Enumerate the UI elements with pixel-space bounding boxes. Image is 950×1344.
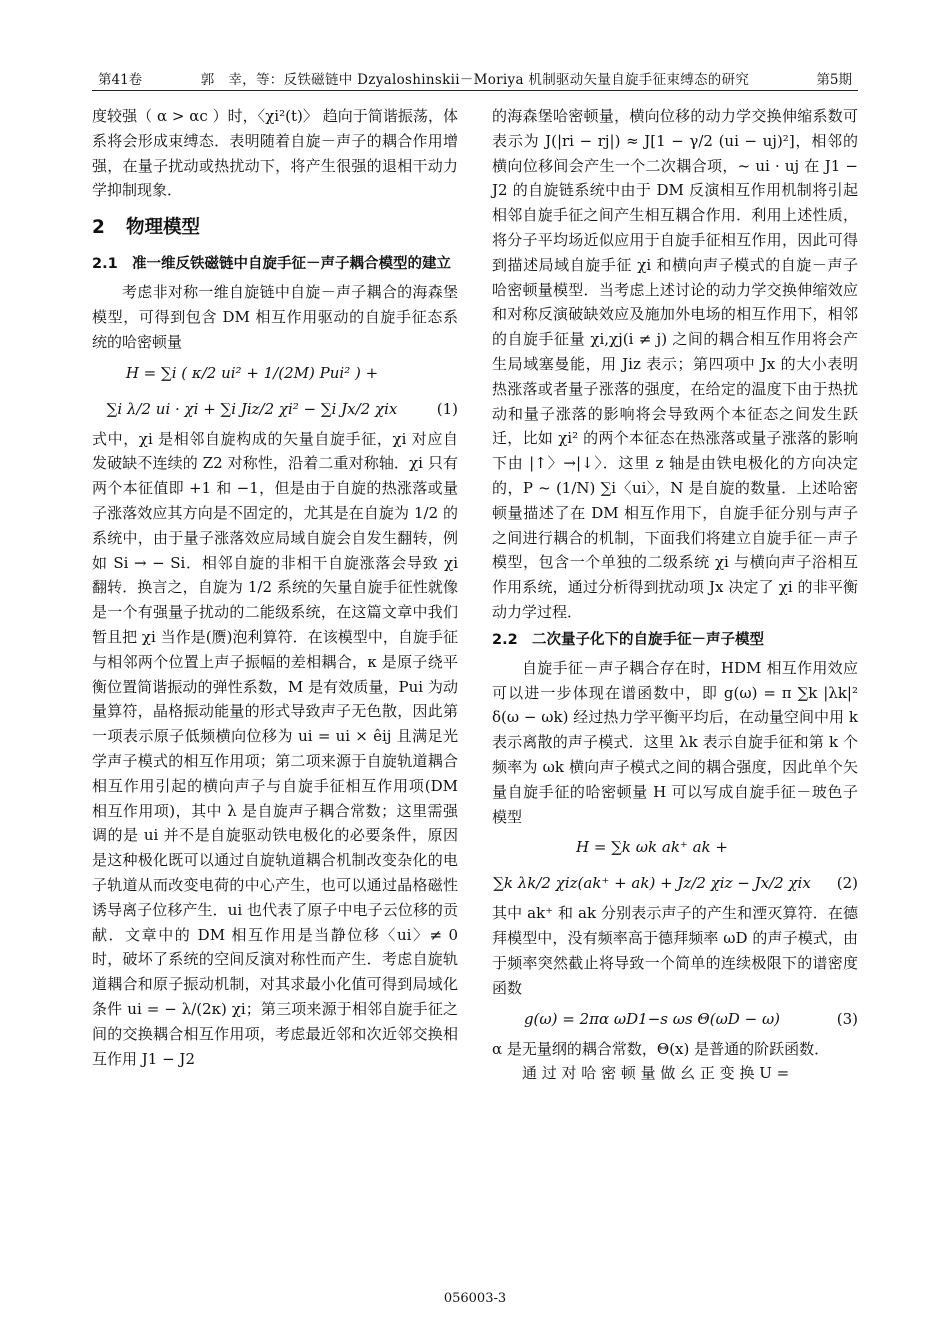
equation-text: ∑i λ/2 ui · χi + ∑i Jiz/2 χi² − ∑i Jx/2 χix <box>106 399 398 418</box>
equation-text: H = ∑k ωk ak⁺ ak + <box>576 838 728 857</box>
equation-1-line-2 <box>92 391 458 427</box>
intro-paragraph: 度较强（ α > αc ）时，〈χi²(t)〉 趋向于简谐振荡，体系将会形成束缚态．表明随着自旋－声子的耦合作用增强，在量子扰动或热扰动下，将产生很强的退相干动力学抑制现象． <box>92 107 458 200</box>
subsection-heading-2-2 <box>492 629 858 652</box>
equation-number: (1) <box>436 399 458 418</box>
paragraph: 考虑非对称一维自旋链中自旋－声子耦合的海森堡模型，可得到包含 DM 相互作用驱动的自旋手征态系统的哈密顿量 <box>92 283 458 351</box>
equation-2-line-2 <box>492 865 858 901</box>
equation-2-line-1 <box>492 829 858 865</box>
subsection-title: 准一维反铁磁链中自旋手征－声子耦合模型的建立 <box>132 256 451 273</box>
section-heading <box>92 215 458 241</box>
section-title: 物理模型 <box>126 217 201 239</box>
equation-1-line-1 <box>92 355 458 391</box>
paragraph: α 是无量纲的耦合常数，Θ(x) 是普通的阶跃函数． <box>492 1039 830 1058</box>
page-number: 056003-3 <box>443 1291 507 1306</box>
equation-number: (2) <box>836 874 858 893</box>
equation-text: ∑k λk/2 χiz(ak⁺ + ak) + Jz/2 χiz − Jx/2 χix <box>493 874 811 893</box>
paragraph: 自旋手征－声子耦合存在时，HDM 相互作用效应可以进一步体现在谱函数中，即 g(ω) = π ∑k |λk|² δ(ω − ωk) 经过热力学平衡平均后，在动量空间中用 k 表示离散的声子模式．这里 λk 表示自旋手征和第 k 个频率为 ωk 横向声子模式之间的耦合强度，因此单个矢量自旋手征的哈密顿量 H 可以写成自旋手征－玻色子模型 <box>492 658 858 826</box>
journal-volume: 第41卷 <box>98 72 143 88</box>
journal-issue: 第5期 <box>816 72 852 88</box>
paragraph: 式中，χi 是相邻自旋构成的矢量自旋手征，χi 对应自发破缺不连续的 Z2 对称性，沿着二重对称轴．χi 只有两个本征值即 +1 和 −1，但是由于自旋的热涨落或量子涨落效应其方向是不固定的，尤其是在自旋为 1/2 的系统中，由于量子涨落效应局域自旋会自发生翻转，例如 Si → − Si．相邻自旋的非相干自旋涨落会导致 χi 翻转．换言之，自旋为 1/2 系统的矢量自旋手征性就像是一个有强量子扰动的二能级系统，在这篇文章中我们暂且把 χi 当作是(赝)泡利算符．在该模型中，自旋手征与相邻两个位置上声子振幅的差相耦合，κ 是原子绕平衡位置简谐振动的弹性系数，M 是有效质量，Pui 为动量算符，晶格振动能量的形式导致声子无色散，因此第一项表示原子低频横向位移为 ui = ui × êij 且满足光学声子模式的相互作用项；第二项来源于自旋轨道耦合相互作用引起的横向声子与自旋手征相互作用项(DM 相互作用项)，其中 λ 是自旋声子耦合常数；这里需强调的是 ui 并不是自旋驱动铁电极化的必要条件，原因是这种极化既可以通过自旋轨道耦合机制改变杂化的电子轨道从而改变电荷的中心产生，也可以通过晶格磁性诱导离子位移产生．ui 也代表了原子中电子云位移的贡献．文章中的 DM 相互作用是当静位移〈ui〉≠ 0 时，破坏了系统的空间反演对称性而产生．考虑自旋轨道耦合和原子振动机制，对其求最小化值可得到局域化条件 ui = − λ/(2κ) χi；第三项来源于相邻自旋手征之间的交换耦合相互作用项，考虑最近邻和次近邻交换相互作用 J1 − J2 <box>92 429 458 1068</box>
subsection-heading-2-1 <box>92 253 458 276</box>
running-header <box>92 66 858 91</box>
equation-3 <box>492 1001 858 1037</box>
subsection-title: 二次量子化下的自旋手征－声子模型 <box>532 631 764 648</box>
section-number: 2 <box>92 217 105 239</box>
subsection-number: 2.2 <box>492 631 518 648</box>
paragraph: 的海森堡哈密顿量，横向位移的动力学交换伸缩系数可表示为 J(|ri − rj|) ≈ J[1 − γ/2 (ui − uj)²]，相邻的横向位移间会产生一个二次耦合项，~ ui · uj 在 J1 − J2 的自旋链系统中由于 DM 反演相互作用机制将引起相邻自旋手征之间产生相互耦合作用．利用上述性质，将分子平均场近似应用于自旋手征相互作用，因此可得到描述局域自旋手征 χi 和横向声子模式的自旋－声子哈密顿量模型．当考虑上述讨论的动力学交换伸缩效应和对称反演破缺效应及施加外电场的相互作用下，相邻的自旋手征量 χi,χj(i ≠ j) 之间的耦合相互作用将会产生局域塞曼能，用 Jiz 表示；第四项中 Jx 的大小表明热涨落或者量子涨落的强度，在给定的温度下由于热扰动和量子涨落的影响将会导致两个本征态之间发生跃迁，比如 χi² 的两个本征态在热涨落或量子涨落的影响下由 |↑〉→|↓〉．这里 z 轴是由铁电极化的方向决定的，P ~ (1/N) ∑i〈ui〉，N 是自旋的数量．上述哈密顿量描述了在 DM 相互作用下，自旋手征分别与声子之间进行耦合的机制，下面我们将建立自旋手征－声子模型，包含一个单独的二级系统 χi 与横向声子浴相互作用系统，通过分析得到扰动项 Jx 决定了 χi 的非平衡动力学过程． <box>492 107 858 621</box>
paragraph: 其中 ak⁺ 和 ak 分别表示声子的产生和湮灭算符．在德拜模型中，没有频率高于德拜频率 ωD 的声子模式，由于频率突然截止将导致一个简单的连续极限下的谱密度函数 <box>492 904 858 997</box>
subsection-number: 2.1 <box>92 256 118 273</box>
left-column <box>92 104 458 1071</box>
paragraph: 通 过 对 哈 密 顿 量 做 幺 正 变 换 U = <box>522 1064 790 1083</box>
equation-text: g(ω) = 2πα ωD1−s ωs Θ(ωD − ω) <box>523 1009 781 1028</box>
right-column <box>492 104 858 1086</box>
equation-number: (3) <box>836 1009 858 1028</box>
running-title: 郭 幸，等：反铁磁链中 Dzyaloshinskii－Moriya 机制驱动矢量自旋手征束缚态的研究 <box>200 72 750 88</box>
equation-text: H = ∑i ( κ/2 ui² + 1/(2M) Pui² ) + <box>125 363 379 382</box>
